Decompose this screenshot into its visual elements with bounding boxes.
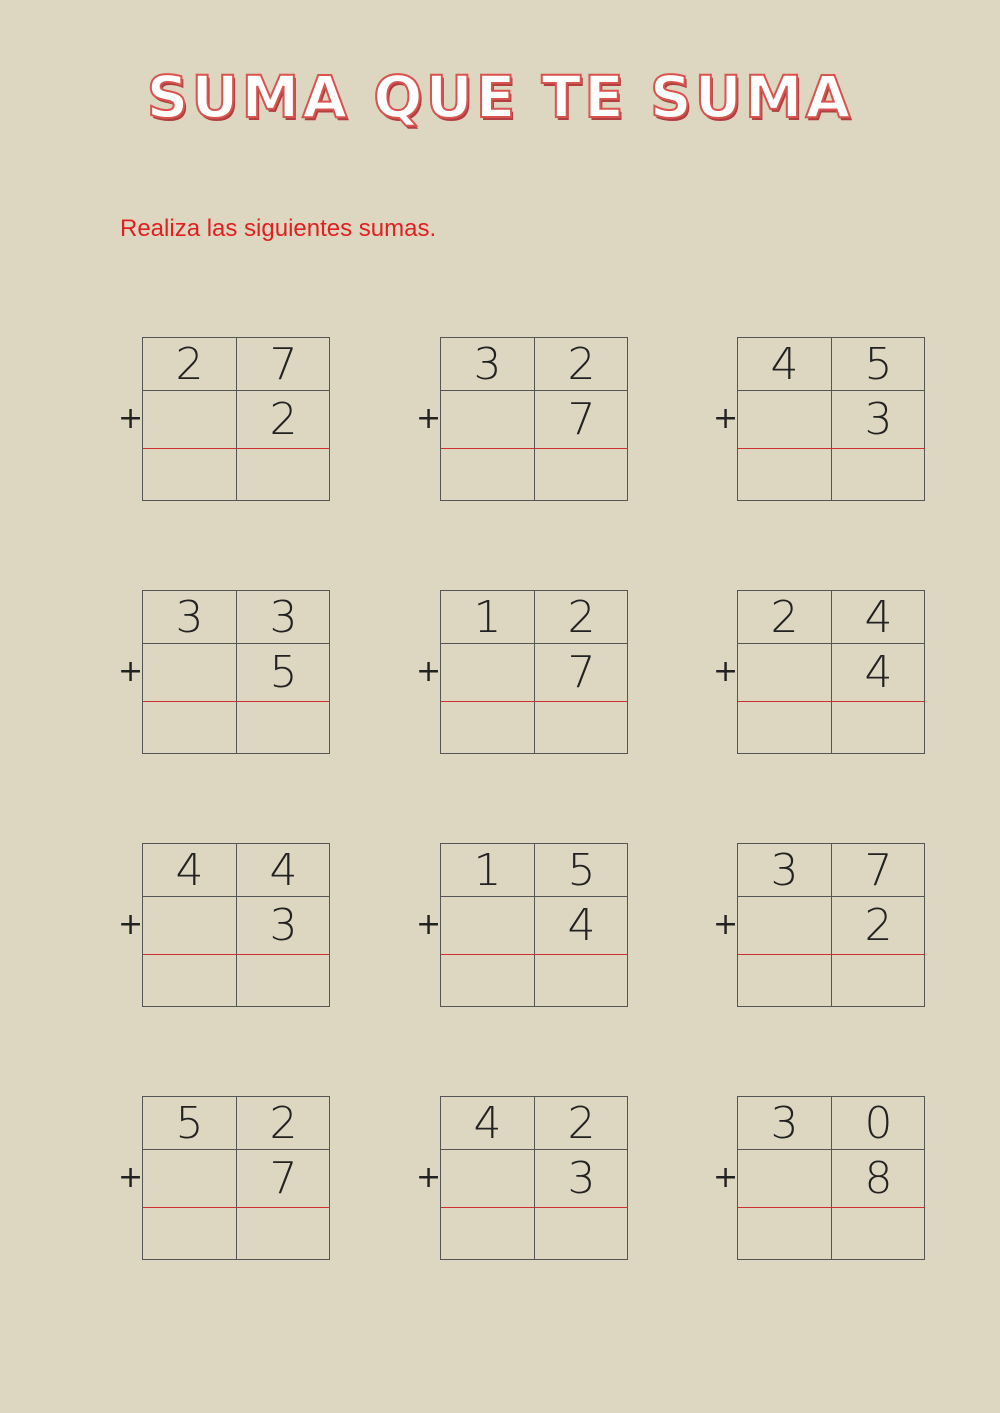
answer-tens-box[interactable] xyxy=(738,702,832,754)
plus-sign: + xyxy=(118,654,144,689)
addition-grid xyxy=(737,1096,925,1260)
addition-grid xyxy=(440,337,628,501)
addend-ones-digit: 4 xyxy=(832,644,925,702)
answer-ones-box[interactable] xyxy=(237,1208,330,1260)
answer-tens-box[interactable] xyxy=(441,702,535,754)
addend-tens-empty xyxy=(143,644,237,702)
tens-digit: 4 xyxy=(441,1097,535,1150)
ones-digit: 4 xyxy=(832,591,925,644)
addend-tens-empty xyxy=(738,897,832,955)
answer-tens-box[interactable] xyxy=(441,1208,535,1260)
plus-sign: + xyxy=(118,907,144,942)
answer-tens-box[interactable] xyxy=(738,1208,832,1260)
answer-ones-box[interactable] xyxy=(237,449,330,501)
ones-digit: 2 xyxy=(535,1097,628,1150)
plus-sign: + xyxy=(713,401,739,436)
addend-tens-empty xyxy=(738,644,832,702)
plus-sign: + xyxy=(416,1160,442,1195)
addend-tens-empty xyxy=(738,391,832,449)
addition-grid xyxy=(440,843,628,1007)
addition-problem xyxy=(416,1096,636,1262)
ones-digit: 0 xyxy=(832,1097,925,1150)
ones-digit: 2 xyxy=(237,1097,330,1150)
plus-sign: + xyxy=(713,907,739,942)
addition-problem xyxy=(713,843,933,1009)
addition-problem xyxy=(713,1096,933,1262)
addend-tens-empty xyxy=(441,644,535,702)
addition-grid xyxy=(142,843,330,1007)
tens-digit: 3 xyxy=(143,591,237,644)
addend-ones-digit: 3 xyxy=(535,1150,628,1208)
answer-ones-box[interactable] xyxy=(535,955,628,1007)
addition-problem xyxy=(118,590,338,756)
ones-digit: 4 xyxy=(237,844,330,897)
tens-digit: 2 xyxy=(738,591,832,644)
answer-ones-box[interactable] xyxy=(535,1208,628,1260)
addend-tens-empty xyxy=(738,1150,832,1208)
addition-problem xyxy=(416,337,636,503)
addition-grid xyxy=(142,590,330,754)
ones-digit: 2 xyxy=(535,591,628,644)
addend-tens-empty xyxy=(441,391,535,449)
tens-digit: 4 xyxy=(738,338,832,391)
addend-tens-empty xyxy=(143,391,237,449)
addition-grid xyxy=(440,590,628,754)
answer-tens-box[interactable] xyxy=(143,702,237,754)
answer-tens-box[interactable] xyxy=(143,1208,237,1260)
addition-grid xyxy=(142,337,330,501)
addition-grid xyxy=(737,590,925,754)
addend-ones-digit: 5 xyxy=(237,644,330,702)
addend-ones-digit: 3 xyxy=(237,897,330,955)
ones-digit: 7 xyxy=(237,338,330,391)
addend-tens-empty xyxy=(143,897,237,955)
answer-tens-box[interactable] xyxy=(143,449,237,501)
addend-ones-digit: 7 xyxy=(535,644,628,702)
plus-sign: + xyxy=(118,401,144,436)
addend-ones-digit: 2 xyxy=(832,897,925,955)
tens-digit: 1 xyxy=(441,844,535,897)
answer-tens-box[interactable] xyxy=(441,449,535,501)
tens-digit: 4 xyxy=(143,844,237,897)
plus-sign: + xyxy=(416,654,442,689)
addition-problem xyxy=(713,590,933,756)
answer-tens-box[interactable] xyxy=(738,449,832,501)
tens-digit: 3 xyxy=(441,338,535,391)
ones-digit: 7 xyxy=(832,844,925,897)
ones-digit: 3 xyxy=(237,591,330,644)
plus-sign: + xyxy=(416,401,442,436)
addition-grid xyxy=(737,337,925,501)
tens-digit: 2 xyxy=(143,338,237,391)
addition-problem xyxy=(118,1096,338,1262)
ones-digit: 5 xyxy=(832,338,925,391)
answer-ones-box[interactable] xyxy=(237,702,330,754)
addend-tens-empty xyxy=(441,897,535,955)
answer-tens-box[interactable] xyxy=(143,955,237,1007)
addition-problem xyxy=(416,590,636,756)
tens-digit: 3 xyxy=(738,844,832,897)
answer-tens-box[interactable] xyxy=(738,955,832,1007)
worksheet-title: SUMA QUE TE SUMA xyxy=(146,63,854,131)
addend-ones-digit: 4 xyxy=(535,897,628,955)
addition-problem xyxy=(713,337,933,503)
addition-grid xyxy=(142,1096,330,1260)
instruction-text: Realiza las siguientes sumas. xyxy=(120,215,437,242)
addition-problem xyxy=(118,337,338,503)
answer-ones-box[interactable] xyxy=(535,702,628,754)
addend-ones-digit: 7 xyxy=(535,391,628,449)
addition-problem xyxy=(416,843,636,1009)
addend-tens-empty xyxy=(441,1150,535,1208)
tens-digit: 5 xyxy=(143,1097,237,1150)
plus-sign: + xyxy=(416,907,442,942)
answer-ones-box[interactable] xyxy=(832,702,925,754)
answer-ones-box[interactable] xyxy=(832,955,925,1007)
answer-ones-box[interactable] xyxy=(237,955,330,1007)
answer-ones-box[interactable] xyxy=(832,1208,925,1260)
plus-sign: + xyxy=(713,654,739,689)
answer-tens-box[interactable] xyxy=(441,955,535,1007)
answer-ones-box[interactable] xyxy=(832,449,925,501)
answer-ones-box[interactable] xyxy=(535,449,628,501)
addend-ones-digit: 8 xyxy=(832,1150,925,1208)
addition-grid xyxy=(440,1096,628,1260)
ones-digit: 5 xyxy=(535,844,628,897)
addend-ones-digit: 3 xyxy=(832,391,925,449)
plus-sign: + xyxy=(118,1160,144,1195)
addition-problem xyxy=(118,843,338,1009)
addend-ones-digit: 2 xyxy=(237,391,330,449)
ones-digit: 2 xyxy=(535,338,628,391)
tens-digit: 3 xyxy=(738,1097,832,1150)
tens-digit: 1 xyxy=(441,591,535,644)
addend-ones-digit: 7 xyxy=(237,1150,330,1208)
addition-grid xyxy=(737,843,925,1007)
addend-tens-empty xyxy=(143,1150,237,1208)
plus-sign: + xyxy=(713,1160,739,1195)
